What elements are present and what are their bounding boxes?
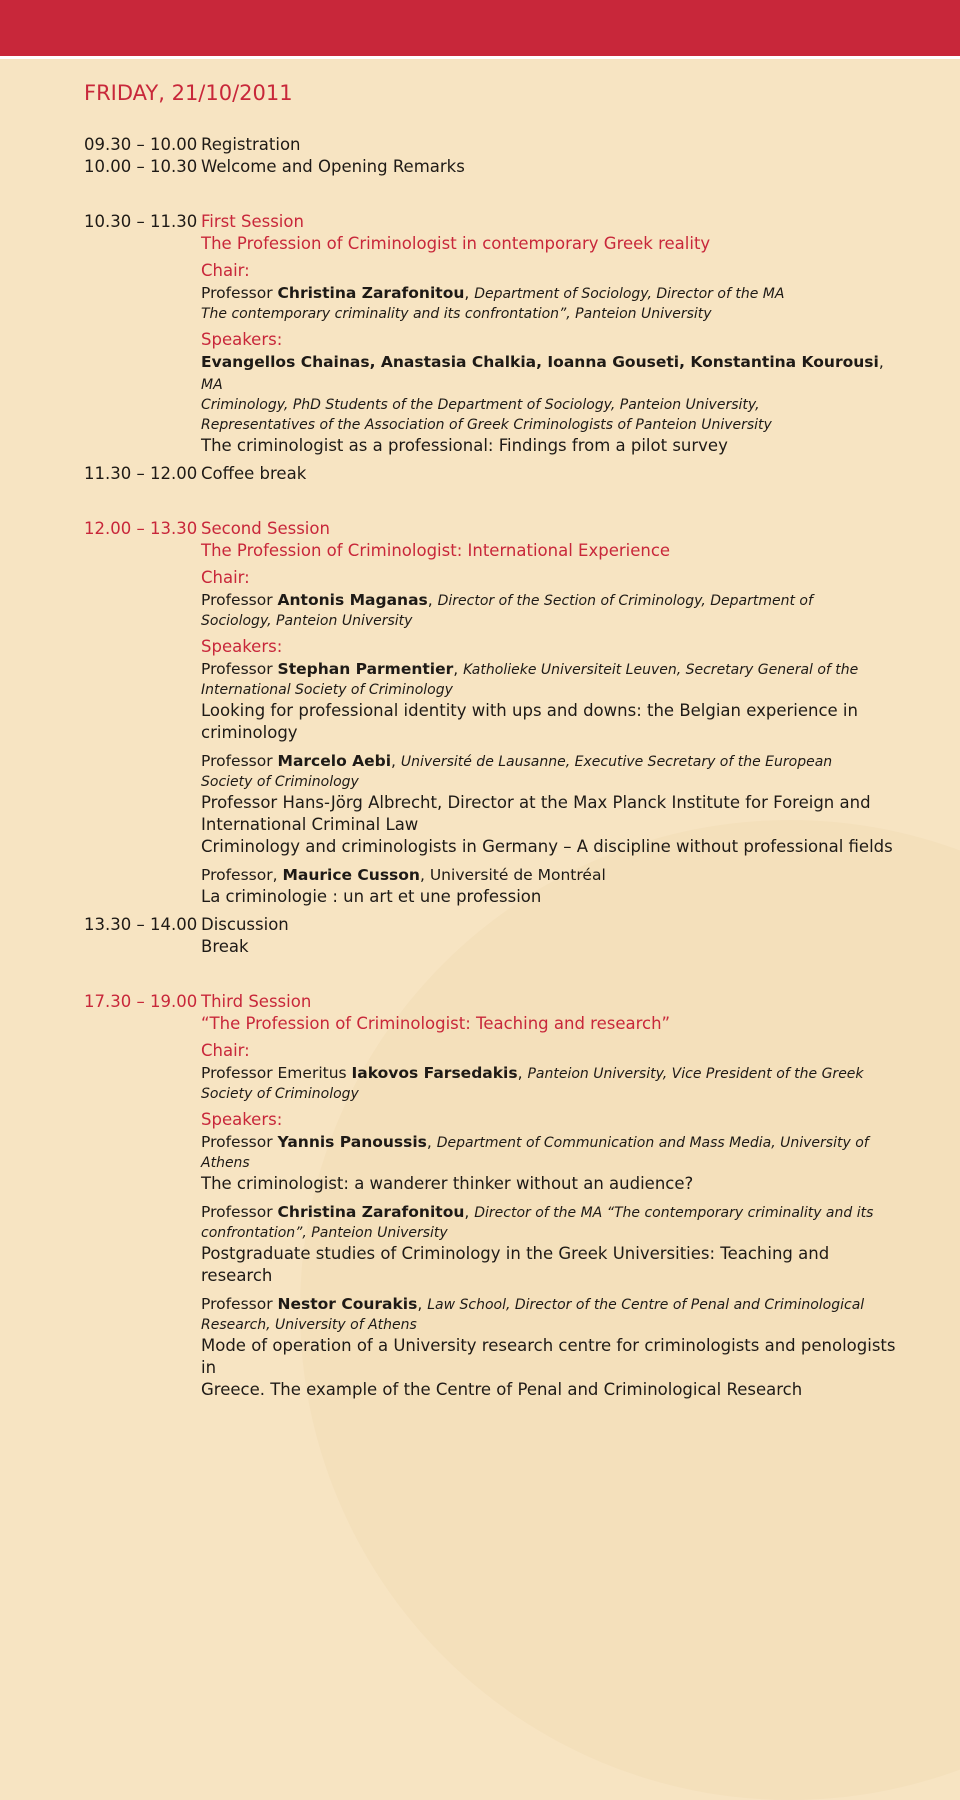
time-slot: 12.00 – 13.30 bbox=[84, 519, 198, 538]
talk-title: criminology bbox=[201, 723, 298, 742]
time-slot: 11.30 – 12.00 bbox=[84, 464, 198, 483]
time-slot: 17.30 – 19.00 bbox=[84, 992, 198, 1011]
speaker-affiliation: Research, University of Athens bbox=[201, 1317, 417, 1333]
talk-title: Greece. The example of the Centre of Penal and Criminological Research bbox=[201, 1380, 803, 1399]
chair-affiliation: Society of Criminology bbox=[201, 1086, 359, 1102]
chair-person: Professor Christina Zarafonitou, Department of Sociology, Director of the MA bbox=[201, 284, 785, 302]
speakers-label: Speakers: bbox=[201, 330, 283, 349]
speakers-label: Speakers: bbox=[201, 637, 283, 656]
schedule-row-registration bbox=[84, 134, 904, 156]
agenda-item: Welcome and Opening Remarks bbox=[201, 157, 465, 176]
second-session bbox=[84, 518, 904, 908]
time-slot: 10.00 – 10.30 bbox=[84, 157, 198, 176]
session-title: Second Session bbox=[201, 519, 330, 538]
speaker-person: Professor Yannis Panoussis, Department of Communication and Mass Media, University of bbox=[201, 1133, 869, 1151]
speakers-label: Speakers: bbox=[201, 1110, 283, 1129]
top-red-band bbox=[0, 0, 960, 59]
chair-label: Chair: bbox=[201, 568, 250, 587]
speaker-affiliation: International Society of Criminology bbox=[201, 682, 453, 698]
talk-title: Mode of operation of a University research centre for criminologists and penologists in bbox=[201, 1336, 896, 1377]
talk-title: Looking for professional identity with ups and downs: the Belgian experience in bbox=[201, 701, 858, 720]
agenda-item: Registration bbox=[201, 135, 301, 154]
schedule-row-discussion bbox=[84, 914, 904, 958]
speaker-person: Professor Christina Zarafonitou, Director of the MA “The contemporary criminality and its bbox=[201, 1203, 874, 1221]
speakers-affiliation: Criminology, PhD Students of the Department of Sociology, Panteion University, bbox=[201, 397, 760, 413]
speaker-person: Professor Nestor Courakis, Law School, Director of the Centre of Penal and Criminological bbox=[201, 1295, 865, 1313]
chair-person: Professor Antonis Maganas, Director of the Section of Criminology, Department of bbox=[201, 591, 813, 609]
time-slot: 13.30 – 14.00 bbox=[84, 915, 198, 934]
chair-affiliation: Sociology, Panteion University bbox=[201, 613, 413, 629]
speaker-line: Professor Hans-Jörg Albrecht, Director at the Max Planck Institute for Foreign and bbox=[201, 793, 871, 812]
speaker-affiliation: Society of Criminology bbox=[201, 774, 359, 790]
speaker-affiliation: confrontation”, Panteion University bbox=[201, 1225, 448, 1241]
speaker-affiliation: Athens bbox=[201, 1155, 250, 1171]
speakers-names: Evangellos Chainas, Anastasia Chalkia, Ioanna Gouseti, Konstantina Kourousi, MA bbox=[201, 353, 884, 393]
programme-content bbox=[84, 78, 904, 1401]
agenda-item: Coffee break bbox=[201, 464, 307, 483]
schedule-row-welcome bbox=[84, 156, 904, 178]
chair-label: Chair: bbox=[201, 261, 250, 280]
talk-title: Criminology and criminologists in Germany – A discipline without professional fields bbox=[201, 837, 893, 856]
session-subtitle: The Profession of Criminologist in contemporary Greek reality bbox=[201, 234, 711, 253]
agenda-item: Discussion bbox=[201, 915, 289, 934]
session-subtitle: The Profession of Criminologist: International Experience bbox=[201, 541, 671, 560]
talk-title: The criminologist: a wanderer thinker without an audience? bbox=[201, 1174, 694, 1193]
schedule-row-coffee-break bbox=[84, 463, 904, 485]
session-title: First Session bbox=[201, 212, 304, 231]
speaker-line: International Criminal Law bbox=[201, 815, 419, 834]
speaker-person: Professor Stephan Parmentier, Katholieke Universiteit Leuven, Secretary General of the bbox=[201, 660, 859, 678]
time-slot: 10.30 – 11.30 bbox=[84, 212, 198, 231]
talk-title: La criminologie : un art et une profession bbox=[201, 887, 542, 906]
session-title: Third Session bbox=[201, 992, 312, 1011]
third-session bbox=[84, 991, 904, 1401]
session-subtitle: “The Profession of Criminologist: Teaching and research” bbox=[201, 1014, 671, 1033]
speakers-affiliation: Representatives of the Association of Greek Criminologists of Panteion University bbox=[201, 417, 772, 433]
first-session bbox=[84, 211, 904, 457]
time-slot: 09.30 – 10.00 bbox=[84, 135, 198, 154]
chair-affiliation: The contemporary criminality and its confrontation”, Panteion University bbox=[201, 306, 712, 322]
chair-person: Professor Emeritus Iakovos Farsedakis, Panteion University, Vice President of the Greek bbox=[201, 1064, 864, 1082]
day-title: FRIDAY, 21/10/2011 bbox=[84, 81, 293, 105]
speaker-person: Professor, Maurice Cusson, Université de Montréal bbox=[201, 866, 606, 884]
agenda-item: Break bbox=[201, 937, 249, 956]
speaker-person: Professor Marcelo Aebi, Université de Lausanne, Executive Secretary of the European bbox=[201, 752, 833, 770]
talk-title: Postgraduate studies of Criminology in the Greek Universities: Teaching and research bbox=[201, 1244, 830, 1285]
talk-title: The criminologist as a professional: Findings from a pilot survey bbox=[201, 436, 728, 455]
chair-label: Chair: bbox=[201, 1041, 250, 1060]
